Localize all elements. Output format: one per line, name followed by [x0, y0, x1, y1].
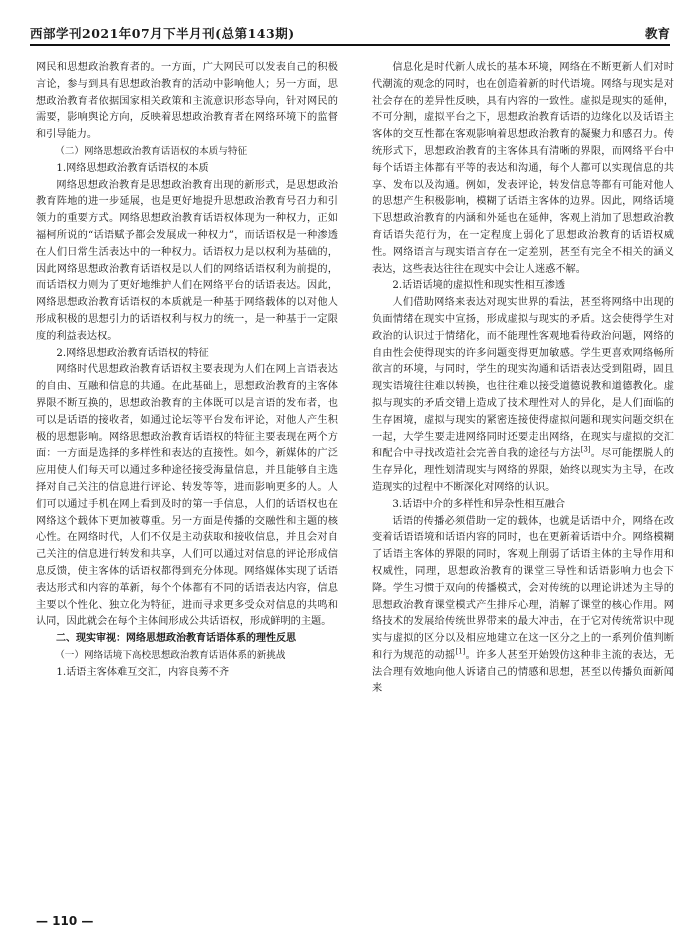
right-paragraph-3: [372, 514, 674, 699]
page-header: [30, 18, 670, 46]
section-label: 教育: [644, 26, 670, 41]
citation-3: [3]: [580, 445, 591, 454]
left-paragraph-2: 网络思想政治教育是思想政治教育出现的新形式，是思想政治教育阵地的进一步延展，也是更好地提升思想政治教育号召力和引领力的重要方式。网络思想政治教育话语权体现为一种权力，正如福柯所说的“话语赋予都会发展成一种权力”，而话语权是一种渗透在人们日常生活表达中的一种权力。话语权力是以权利为基础的，因此网络思想政治教育话语权是以人们的网络话语权利为前提的，而话语权力则为了更好地维护人们在网络平台的话语表达。因此，网络思想政治教育话语权的本质就是一种基于网络载体的以对他人形成积极的思想引力的话语权利与权力的统一，是一种基于一定限度的利益表达权。: [36, 179, 338, 342]
page-number: — 110 —: [36, 914, 94, 928]
right-paragraph-2-tail: 。尽可能摆脱人的生存异化，理性划清现实与网络的界限，始终以现实为主导，在改造现实的过程中不断深化对网络的认识。: [372, 448, 674, 493]
right-paragraph-1: 信息化是时代新人成长的基本环境，网络在不断更新人们对时代潮流的观念的同时，也在创造着新的时代语境。网络与现实是对社会存在的差异性反映，具有内容的一致性。虚拟是现实的延伸，不可分割，虚拟平台之下，思想政治教育话语的边缘化以及话语主客体的交互性都在客观影响着思想政治教育的凝聚力和感召力。传统形式下，思想政治教育的主客体具有清晰的界限，而网络平台中每个话语主体都有平等的表达和沟通，每个人都可以实现信息的共享、发布以及沟通。例如，发表评论，转发信息等都有可能对他人的思想产生积极影响，模糊了话语主客体的边界。因此，网络话境下思想政治教育的内涵和外延也在延伸，客观上消加了思想政治教育话语失范行为，在一定程度上弱化了思想政治教育的话语权威性。网络语言与现实语言存在一定差别，甚至有完全不相关的涵义表达，这些表达往往在现实中会让人迷惑不解。: [372, 62, 674, 275]
right-paragraph-3-tail: 。许多人甚至开始毁仿这种非主流的表达，无法合理有效地向他人诉诸自己的情感和思想，甚至以传播负面新闻来: [372, 649, 674, 695]
subheading-new-challenges: （一）网络话境下高校思想政治教育话语体系的新挑战: [55, 649, 286, 661]
citation-1: [1]: [455, 647, 466, 656]
left-column: [36, 60, 338, 880]
section-heading-2: 二、现实审视：网络思想政治教育话语体系的理性反思: [56, 633, 296, 645]
right-paragraph-2-text: 人们借助网络来表达对现实世界的看法，甚至将网络中出现的负面情绪在现实中宣扬，形成虚拟与现实的矛盾。这会使得学生对政治的认识过于情绪化，而不能理性客观地看待政治问题，网络的自由性会使得现实的许多问题变得更加敏感。学生更喜欢网络畅所欲言的环境，与同时，学生的现实沟通和话语表达受到阻碍，固且现实语境往往难以转换，也往往难以接受道德说教和道德教化。虚拟与现实的矛盾交错上造成了技术理性对人的异化，是人们面临的生存困境，虚拟与现实的紧密连接使得虚拟问题和现实问题交织在一起，大学生要走进网络同时还要走出网络，在现实与虚拟的交汇和配合中寻找改造社会完善自我的途径与方法: [372, 297, 674, 460]
right-column: [372, 60, 674, 880]
right-paragraph-3-text: 话语的传播必须借助一定的载体，也就是话语中介，网络在改变着话语语境和话语内容的同时，也在更新着话语中介。网络模糊了话语主客体的界限的同时，客观上削弱了话语主体的主导作用和权威性，同理，思想政治教育的课堂三导性和话语影响力也会下降。学生习惯于双向的传播模式，会对传统的以理论讲述为主导的思想政治教育课堂模式产生排斥心理，消解了课堂的核心作用。网络技术的发展给传统世界带来的最大冲击，在于它对传统常识中现实与虚拟的区分以及相应地建立在这一区分之上的一系列价值判断和行为规范的动摇: [372, 515, 674, 661]
subheading-essence-features: （二）网络思想政治教育话语权的本质与特征: [55, 145, 248, 157]
heading-essence: 1.网络思想政治教育话语权的本质: [56, 162, 209, 174]
heading-virtual-real: 2.话语话境的虚拟性和现实性相互渗透: [392, 280, 566, 292]
left-paragraph-3: 网络时代思想政治教育话语权主要表现为人们在网上言语表达的自由、互融和信息的共通。在此基础上，思想政治教育的主客体界限不断互换的，思想政治教育的主体既可以是言语的发布者，也可以是话语的接收者，如通过论坛等平台发布评论，对他人产生积极的思想影响。网络思想政治教育话语权的特征主要表现在两个方面：一方面是选择的多样性和表达的直接性。如今，新媒体的广泛应用使人们每天可以通过多种途径接受海量信息，并且能够自主选择对自己关注的信息进行评论、转发等等，进而影响更多的人。人们可以通过手机在网上看到及时的第一手信息，人们的话语权也在网络这个载体下更加被尊重。另一方面是传播的交融性和主题的核心性。在网络时代，人们不仅是主动获取和接收信息，并且会对自己关注的信息进行转发和共享，人们可以通过对信息的评论形成信息反馈，使主客体的话语权都得到充分体现。网络媒体实现了话语表达形式和内容的革新，每个个体都有不同的话语表达内容，信息主要以个性化、独立化为特征，进而寻求更多受众对信息的共鸣和认同，因此就会在每个主体间形成公共话语权，形成鲜明的主题。: [36, 364, 338, 628]
heading-features: 2.网络思想政治教育话语权的特征: [56, 347, 209, 359]
heading-subject-object: 1.话语主客体难互交汇，内容良莠不齐: [56, 666, 230, 678]
heading-medium: 3.话语中介的多样性和异杂性相互融合: [392, 498, 566, 510]
journal-title: 西部学刊2021年07月下半月刊(总第143期): [30, 26, 295, 41]
left-paragraph-1: 网民和思想政治教育者的。一方面，广大网民可以发表自己的积极言论，参与到具有思想政治教育的活动中影响他人；另一方面，思想政治教育者依据国家相关政策和主流意识形态导向，针对网民的需要，影响舆论方向，反映着思想政治教育者在网络环境下的监督和引导能力。: [36, 62, 338, 141]
right-paragraph-2: [372, 295, 674, 497]
